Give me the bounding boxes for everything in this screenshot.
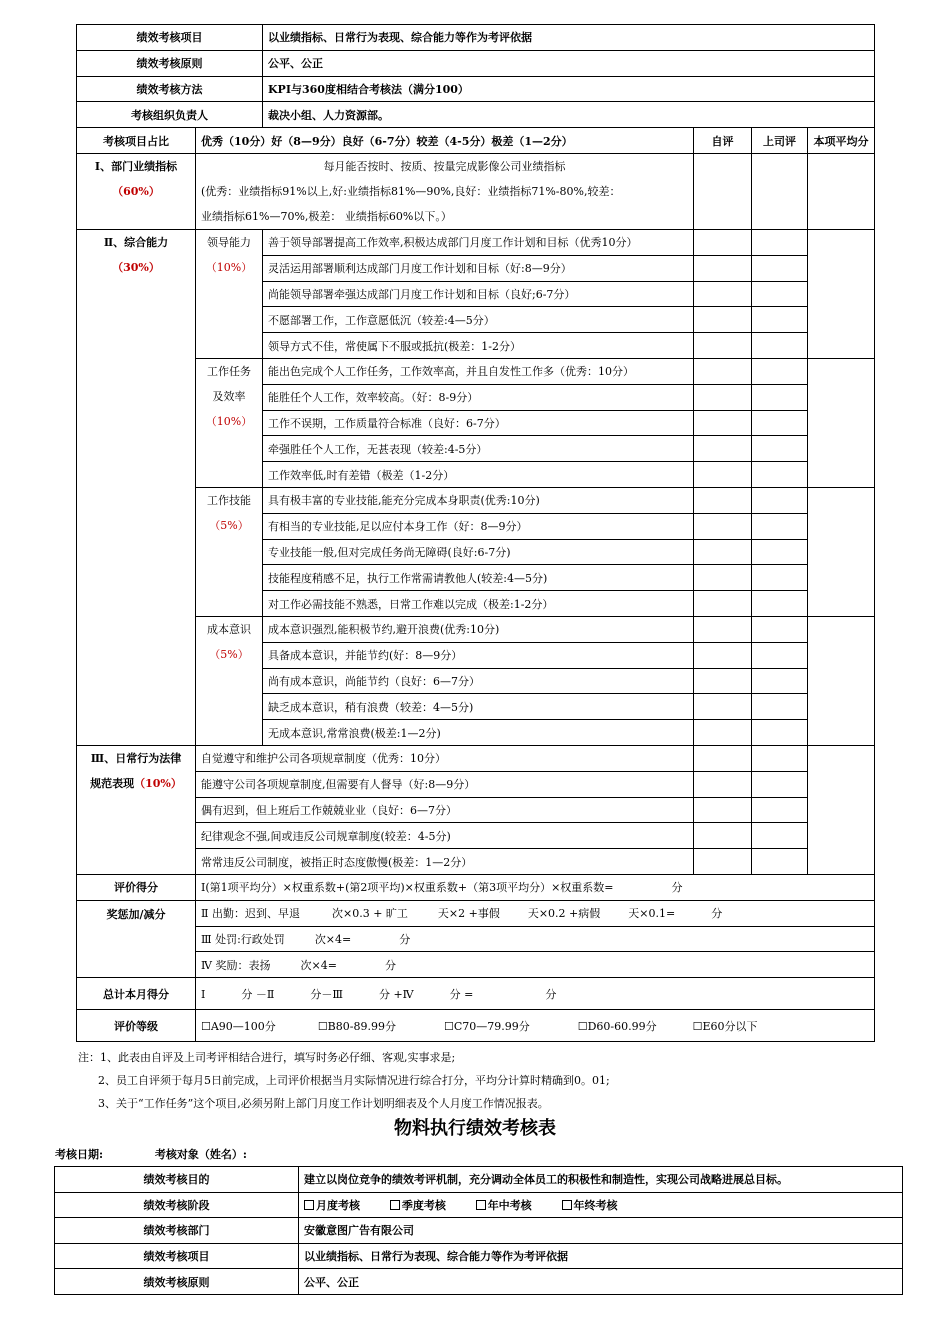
second-label: 绩效考核目的: [55, 1167, 299, 1193]
behavior-title-cell: [77, 745, 196, 874]
total-part-3: 分－Ⅲ: [310, 987, 343, 1001]
stage-midyear[interactable]: [476, 1199, 532, 1212]
supervisor-score-cell[interactable]: [752, 410, 808, 436]
group-average-cell[interactable]: [808, 487, 875, 616]
second-value: 公平、公正: [299, 1269, 903, 1295]
stage-label: 月度考核: [316, 1198, 360, 1212]
supervisor-score-cell[interactable]: [752, 255, 808, 281]
criterion-row: [77, 358, 875, 384]
group-percentage: （10%）: [205, 260, 253, 274]
self-score-cell[interactable]: [694, 823, 752, 849]
self-score-cell[interactable]: [694, 410, 752, 436]
criterion-text: 能出色完成个人工作任务，工作效率高，并且自发性工作多（优秀：10分）: [263, 358, 694, 384]
grade-option-e[interactable]: ☐E60分以下: [692, 1019, 758, 1033]
criterion-text: 对工作必需技能不熟悉，日常工作难以完成（极差:1-2分）: [263, 591, 694, 617]
self-score-cell[interactable]: [694, 307, 752, 333]
dept-line-1: 每月能否按时、按质、按量完成影像公司业绩指标: [323, 159, 566, 173]
behavior-title: Ⅲ、日常行为法律: [90, 751, 182, 765]
group-cost-awareness: [196, 616, 263, 745]
group-work-skills: [196, 487, 263, 616]
bonus-label: 奖惩加/减分: [77, 900, 196, 977]
supervisor-score-cell[interactable]: [752, 462, 808, 488]
criterion-row: [77, 823, 875, 849]
group-name: 工作任务: [207, 364, 251, 378]
reward-formula[interactable]: [196, 952, 875, 978]
dept-title-cell: [77, 153, 196, 229]
checkbox-icon: [562, 1200, 572, 1210]
second-row: [55, 1218, 903, 1244]
score-row: [77, 874, 875, 900]
criterion-row: [77, 487, 875, 513]
second-label: 绩效考核阶段: [55, 1192, 299, 1218]
group-percentage: （5%）: [209, 518, 249, 532]
second-row: [55, 1192, 903, 1218]
dept-supervisor-score[interactable]: [752, 153, 808, 229]
supervisor-score-cell[interactable]: [752, 720, 808, 746]
score-label: 评价得分: [77, 874, 196, 900]
supervisor-score-cell[interactable]: [752, 565, 808, 591]
checkbox-icon: [390, 1200, 400, 1210]
supervisor-score-cell[interactable]: [752, 849, 808, 875]
criterion-text: 尚能领导部署牵强达成部门月度工作计划和目标（良好;6-7分）: [263, 281, 694, 307]
total-part-2: 分 －Ⅱ: [241, 987, 275, 1001]
supervisor-score-cell[interactable]: [752, 616, 808, 642]
header-row: [77, 50, 875, 76]
self-score-cell[interactable]: [694, 616, 752, 642]
bonus-row-reward: [77, 952, 875, 978]
criterion-text: 技能程度稍感不足，执行工作常需请教他人(较差:4—5分): [263, 565, 694, 591]
supervisor-score-cell[interactable]: [752, 229, 808, 255]
group-percentage: （10%）: [205, 414, 253, 428]
second-row: [55, 1167, 903, 1193]
score-text: Ⅰ(第1项平均分）×权重系数+(第2项平均)×权重系数+（第3项平均分）×权重系数=: [201, 881, 614, 895]
header-value: 裁决小组、人力资源部。: [263, 102, 875, 128]
supervisor-score-cell[interactable]: [752, 591, 808, 617]
self-score-cell[interactable]: [694, 333, 752, 359]
stage-label: 季度考核: [401, 1198, 446, 1212]
header-value: 以业绩指标、日常行为表现、综合能力等作为考评依据: [263, 25, 875, 51]
supervisor-score-cell[interactable]: [752, 358, 808, 384]
dept-description: [196, 153, 694, 229]
total-part-1: Ⅰ: [201, 987, 206, 1001]
criterion-row: [77, 229, 875, 255]
total-formula[interactable]: [196, 978, 875, 1010]
supervisor-score-cell[interactable]: [752, 487, 808, 513]
self-score-cell[interactable]: [694, 694, 752, 720]
second-value: 建立以岗位竞争的绩效考评机制，充分调动全体员工的积极性和制造性，实现公司战略进展总目标。: [299, 1167, 903, 1193]
second-form-table: [54, 1166, 903, 1295]
stage-yearend[interactable]: [562, 1199, 618, 1212]
dept-self-score[interactable]: [694, 153, 752, 229]
col-self: 自评: [694, 128, 752, 154]
total-label: 总计本月得分: [77, 978, 196, 1010]
criterion-text: 工作不误期，工作质量符合标准（良好：6-7分）: [263, 410, 694, 436]
stage-label: 年终考核: [573, 1198, 618, 1212]
criterion-row: [77, 849, 875, 875]
self-score-cell[interactable]: [694, 487, 752, 513]
criterion-text: 缺乏成本意识，稍有浪费（较差：4—5分): [263, 694, 694, 720]
criterion-text: 无成本意识,常常浪费(极差:1—2分): [263, 720, 694, 746]
second-label: 绩效考核项目: [55, 1243, 299, 1269]
supervisor-score-cell[interactable]: [752, 771, 808, 797]
header-label: 绩效考核原则: [77, 50, 263, 76]
total-part-5: 分 =: [449, 987, 474, 1001]
attendance-late: 次×0.3 + 旷工: [331, 907, 408, 921]
group-name: 工作技能: [207, 493, 251, 507]
self-score-cell[interactable]: [694, 462, 752, 488]
total-part-4: 分 +Ⅳ: [378, 987, 414, 1001]
note-3: 3、关于“工作任务”这个项目,必须另附上部门月度工作计划明细表及个人月度工作情况报表。: [98, 1097, 549, 1110]
supervisor-score-cell[interactable]: [752, 307, 808, 333]
target-label: 考核对象（姓名）:: [154, 1148, 247, 1161]
criterion-text: 偶有迟到，但上班后工作兢兢业业（良好：6—7分）: [196, 797, 694, 823]
group-average-cell[interactable]: [808, 358, 875, 487]
performance-table: [76, 24, 875, 1042]
punish-prefix: Ⅲ 处罚:行政处罚: [201, 932, 285, 946]
self-score-cell[interactable]: [694, 565, 752, 591]
supervisor-score-cell[interactable]: [752, 642, 808, 668]
second-label: 绩效考核原则: [55, 1269, 299, 1295]
criterion-text: 尚有成本意识，尚能节约（良好：6—7分）: [263, 668, 694, 694]
supervisor-score-cell[interactable]: [752, 384, 808, 410]
self-score-cell[interactable]: [694, 745, 752, 771]
criterion-text: 能遵守公司各项规章制度,但需要有人督导（好:8—9分）: [196, 771, 694, 797]
bonus-row-attendance: [77, 900, 875, 926]
attendance-leave: 天×0.2 +病假: [527, 907, 601, 921]
supervisor-score-cell[interactable]: [752, 513, 808, 539]
criterion-row: [77, 797, 875, 823]
supervisor-score-cell[interactable]: [752, 539, 808, 565]
dept-title: Ⅰ、部门业绩指标: [94, 159, 178, 173]
grade-option-a[interactable]: ☐A90—100分: [201, 1019, 276, 1033]
criterion-text: 领导方式不佳，常使属下不服或抵抗(极差：1-2分）: [263, 333, 694, 359]
reward-prefix: Ⅳ 奖励：表扬: [201, 958, 271, 972]
self-score-cell[interactable]: [694, 255, 752, 281]
header-label: 绩效考核方法: [77, 76, 263, 102]
ability-title-cell: [77, 229, 196, 745]
score-unit: 分: [671, 881, 683, 895]
supervisor-score-cell[interactable]: [752, 694, 808, 720]
col-item: 考核项目占比: [77, 128, 196, 154]
score-formula[interactable]: [196, 874, 875, 900]
behavior-title-2: 规范表现: [90, 776, 135, 790]
criterion-text: 牵强胜任个人工作，无甚表现（较差:4-5分）: [263, 436, 694, 462]
criterion-text: 具有极丰富的专业技能,能充分完成本身职责(优秀:10分): [263, 487, 694, 513]
criterion-text: 灵活运用部署顺利达成部门月度工作计划和目标（好:8—9分）: [263, 255, 694, 281]
attendance-sick: 天×0.1=: [628, 907, 676, 921]
criterion-text: 成本意识强烈,能积极节约,避开浪费(优秀:10分): [263, 616, 694, 642]
criterion-row: [77, 771, 875, 797]
total-row: [77, 978, 875, 1010]
stage-label: 年中考核: [487, 1198, 532, 1212]
supervisor-score-cell[interactable]: [752, 281, 808, 307]
criterion-text: 不愿部署工作，工作意愿低沉（较差:4—5分）: [263, 307, 694, 333]
self-score-cell[interactable]: [694, 771, 752, 797]
grade-options: [196, 1010, 875, 1042]
group-average-cell[interactable]: [808, 229, 875, 358]
self-score-cell[interactable]: [694, 281, 752, 307]
self-score-cell[interactable]: [694, 229, 752, 255]
dept-line-3: 业绩指标61%—70%,极差： 业绩指标60%以下。）: [201, 209, 452, 223]
supervisor-score-cell[interactable]: [752, 745, 808, 771]
self-score-cell[interactable]: [694, 642, 752, 668]
self-score-cell[interactable]: [694, 797, 752, 823]
second-form-title: 物料执行绩效考核表: [394, 1118, 556, 1139]
criterion-text: 常常违反公司制度，被指正时态度傲慢(极差：1—2分）: [196, 849, 694, 875]
group-average-cell[interactable]: [808, 616, 875, 745]
second-label: 绩效考核部门: [55, 1218, 299, 1244]
self-score-cell[interactable]: [694, 384, 752, 410]
attendance-prefix: Ⅱ 出勤：迟到、早退: [201, 907, 300, 921]
stage-quarterly[interactable]: [390, 1199, 446, 1212]
self-score-cell[interactable]: [694, 358, 752, 384]
column-header-row: [77, 128, 875, 154]
self-score-cell[interactable]: [694, 436, 752, 462]
behavior-average-cell[interactable]: [808, 745, 875, 874]
header-value: KPI与360度相结合考核法（满分100）: [263, 76, 875, 102]
criterion-text: 自觉遵守和维护公司各项规章制度（优秀：10分）: [196, 745, 694, 771]
header-value: 公平、公正: [263, 50, 875, 76]
criterion-text: 善于领导部署提高工作效率,积极达成部门月度工作计划和目标（优秀10分）: [263, 229, 694, 255]
attendance-formula[interactable]: [196, 900, 875, 926]
criterion-text: 具备成本意识，并能节约(好：8—9分）: [263, 642, 694, 668]
supervisor-score-cell[interactable]: [752, 436, 808, 462]
supervisor-score-cell[interactable]: [752, 333, 808, 359]
criterion-text: 专业技能一般,但对完成任务尚无障碍(良好:6-7分): [263, 539, 694, 565]
reward-times: 次×4=: [300, 958, 337, 972]
criterion-row: [77, 745, 875, 771]
reward-unit: 分: [384, 958, 396, 972]
grade-option-d[interactable]: ☐D60-60.99分: [577, 1019, 657, 1033]
self-score-cell[interactable]: [694, 668, 752, 694]
group-name: 领导能力: [207, 235, 251, 249]
group-task-efficiency: [196, 358, 263, 487]
dept-average-score[interactable]: [808, 153, 875, 229]
self-score-cell[interactable]: [694, 720, 752, 746]
date-label: 考核日期:: [55, 1148, 104, 1161]
attendance-absent: 天×2 +事假: [437, 907, 500, 921]
notes: [78, 1046, 878, 1115]
col-average: 本项平均分: [808, 128, 875, 154]
criterion-row: [77, 616, 875, 642]
header-label: 考核组织负责人: [77, 102, 263, 128]
behavior-percentage: （10%）: [134, 776, 182, 790]
header-row: [77, 102, 875, 128]
col-scale: 优秀（10分）好（8—9分）良好（6-7分）较差（4-5分）极差（1—2分）: [196, 128, 694, 154]
grade-label: 评价等级: [77, 1010, 196, 1042]
self-score-cell[interactable]: [694, 513, 752, 539]
second-row: [55, 1243, 903, 1269]
supervisor-score-cell[interactable]: [752, 668, 808, 694]
group-name-line-2: 及效率: [212, 389, 246, 403]
attendance-unit: 分: [711, 907, 723, 921]
group-percentage: （5%）: [209, 647, 249, 661]
self-score-cell[interactable]: [694, 849, 752, 875]
self-score-cell[interactable]: [694, 591, 752, 617]
ability-percentage: （30%）: [112, 260, 160, 274]
col-supervisor: 上司评: [752, 128, 808, 154]
grade-option-c[interactable]: ☐C70—79.99分: [443, 1019, 530, 1033]
self-score-cell[interactable]: [694, 539, 752, 565]
total-part-6: 分: [545, 987, 557, 1001]
dept-percentage: （60%）: [112, 184, 160, 198]
note-1: 注：1、此表由自评及上司考评相结合进行，填写时务必仔细、客观,实事求是;: [78, 1051, 456, 1064]
stage-options: [299, 1192, 903, 1218]
stage-monthly[interactable]: [304, 1199, 360, 1212]
bonus-row-punish: [77, 926, 875, 952]
punish-unit: 分: [399, 932, 411, 946]
dept-line-2: (优秀：业绩指标91%以上,好:业绩指标81%—90%,良好：业绩指标71%-80%,较差：: [201, 184, 621, 198]
supervisor-score-cell[interactable]: [752, 823, 808, 849]
second-value: 安徽意图广告有限公司: [299, 1218, 903, 1244]
punish-times: 次×4=: [314, 932, 352, 946]
second-row: [55, 1269, 903, 1295]
group-name: 成本意识: [207, 622, 251, 636]
grade-row: [77, 1010, 875, 1042]
header-row: [77, 25, 875, 51]
note-2: 2、员工自评须于每月5日前完成，上司评价根据当月实际情况进行综合打分，平均分计算时精确到0。01;: [98, 1074, 610, 1087]
criterion-text: 工作效率低,时有差错（极差（1-2分）: [263, 462, 694, 488]
grade-option-b[interactable]: ☐B80-89.99分: [317, 1019, 396, 1033]
second-value: 以业绩指标、日常行为表现、综合能力等作为考评依据: [299, 1243, 903, 1269]
criterion-text: 能胜任个人工作，效率较高。（好：8-9分）: [263, 384, 694, 410]
header-label: 绩效考核项目: [77, 25, 263, 51]
criterion-text: 纪律观念不强,间或违反公司规章制度(较差：4-5分): [196, 823, 694, 849]
checkbox-icon: [476, 1200, 486, 1210]
behavior-title-line-2: [82, 771, 190, 796]
punish-formula[interactable]: [196, 926, 875, 952]
second-form-meta: [55, 1146, 295, 1162]
supervisor-score-cell[interactable]: [752, 797, 808, 823]
header-row: [77, 76, 875, 102]
checkbox-icon: [304, 1200, 314, 1210]
group-leadership: [196, 229, 263, 358]
criterion-text: 有相当的专业技能,足以应付本身工作（好：8—9分）: [263, 513, 694, 539]
ability-title: Ⅱ、综合能力: [103, 235, 169, 249]
